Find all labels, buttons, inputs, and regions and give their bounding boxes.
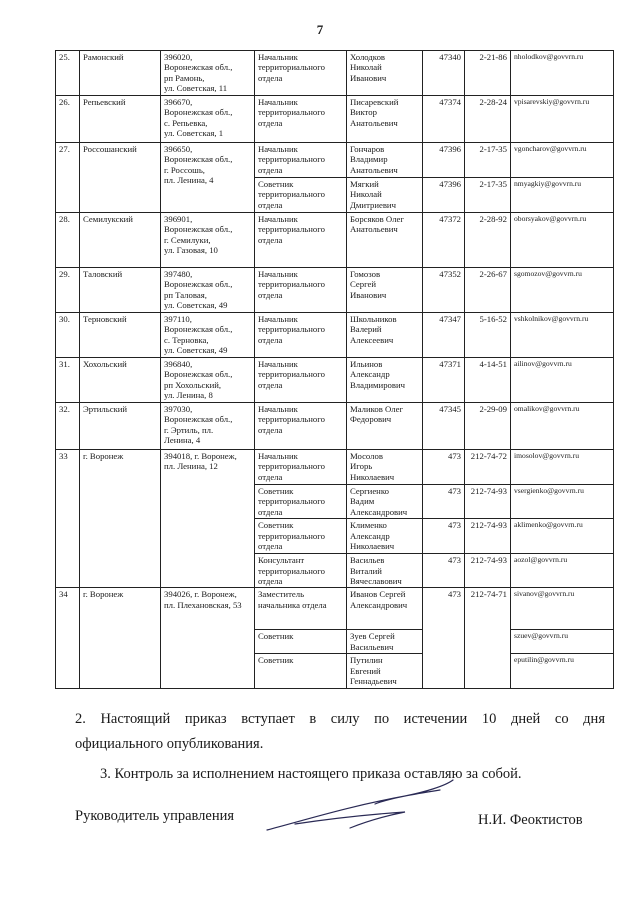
phone-cell: 5-16-52 xyxy=(465,313,511,358)
position-cell: Советник xyxy=(255,630,347,654)
email-cell: eputilin@govvrn.ru xyxy=(511,654,614,688)
address-cell: 396840, Воронежская обл., рп Хохольский, ул. Ленина, 8 xyxy=(161,358,255,403)
name-cell: Маликов Олег Федорович xyxy=(347,403,423,450)
phone-cell: 4-14-51 xyxy=(465,358,511,403)
phone-code-cell: 473 xyxy=(423,485,465,519)
paragraph-2-continued: официального опубликования. xyxy=(75,736,264,752)
paragraph-2: 2. Настоящий приказ вступает в силу по истечении 10 дней со дня xyxy=(75,711,605,727)
position-cell: Начальник территориального отдела xyxy=(255,450,347,485)
row-number: 31. xyxy=(56,358,80,403)
email-cell: ailinov@govvrn.ru xyxy=(511,358,614,403)
district-cell: Репьевский xyxy=(80,96,161,143)
phone-code-cell: 47347 xyxy=(423,313,465,358)
email-cell: oborsyakov@govvrn.ru xyxy=(511,213,614,268)
table-row xyxy=(56,51,614,96)
name-cell: Иванов Сергей Александрович xyxy=(347,588,423,630)
phone-cell: 2-28-24 xyxy=(465,96,511,143)
district-cell: г. Воронеж xyxy=(80,588,161,688)
email-cell: aklimenko@govvrn.ru xyxy=(511,519,614,554)
phone-cell: 2-17-35 xyxy=(465,143,511,178)
row-number: 28. xyxy=(56,213,80,268)
table-row xyxy=(56,96,614,143)
phone-code-cell: 47396 xyxy=(423,143,465,178)
district-cell: Таловский xyxy=(80,268,161,313)
name-cell: Холодков Николай Иванович xyxy=(347,51,423,96)
email-cell: aozol@govvrn.ru xyxy=(511,554,614,588)
row-number: 25. xyxy=(56,51,80,96)
row-number: 30. xyxy=(56,313,80,358)
position-cell: Заместитель начальника отдела xyxy=(255,588,347,630)
email-cell: nholodkov@govvrn.ru xyxy=(511,51,614,96)
name-cell: Мягкий Николай Дмитриевич xyxy=(347,178,423,213)
district-cell: Эртильский xyxy=(80,403,161,450)
email-cell: sivanov@govvrn.ru xyxy=(511,588,614,630)
phone-code-cell: 473 xyxy=(423,519,465,554)
address-cell: 396901, Воронежская обл., г. Семилуки, ул. Газовая, 10 xyxy=(161,213,255,268)
phone-cell: 212-74-72 xyxy=(465,450,511,485)
name-cell: Сергиенко Вадим Александрович xyxy=(347,485,423,519)
signature-name: Н.И. Феоктистов xyxy=(478,812,583,828)
address-cell: 397110, Воронежская обл., с. Терновка, ул. Советская, 49 xyxy=(161,313,255,358)
email-cell: nmyagkiy@govvrn.ru xyxy=(511,178,614,213)
table-row xyxy=(56,450,614,485)
name-cell: Путилин Евгений Геннадьевич xyxy=(347,654,423,688)
phone-cell: 2-26-67 xyxy=(465,268,511,313)
position-cell: Начальник территориального отдела xyxy=(255,313,347,358)
phone-cell: 2-17-35 xyxy=(465,178,511,213)
position-cell: Советник территориального отдела xyxy=(255,519,347,554)
name-cell: Васильев Виталий Вячеславович xyxy=(347,554,423,588)
phone-cell: 2-29-09 xyxy=(465,403,511,450)
table-row xyxy=(56,588,614,630)
phone-cell: 212-74-93 xyxy=(465,519,511,554)
name-cell: Клименко Александр Николаевич xyxy=(347,519,423,554)
name-cell: Школьников Валерий Алексеевич xyxy=(347,313,423,358)
address-cell: 396650, Воронежская обл., г. Россошь, пл. Ленина, 4 xyxy=(161,143,255,213)
address-cell: 394026, г. Воронеж, пл. Плехановская, 53 xyxy=(161,588,255,688)
table-row xyxy=(56,313,614,358)
phone-cell: 2-28-92 xyxy=(465,213,511,268)
position-cell: Начальник территориального отдела xyxy=(255,143,347,178)
email-cell: vsergienko@govvrn.ru xyxy=(511,485,614,519)
table-row xyxy=(56,213,614,268)
position-cell: Начальник территориального отдела xyxy=(255,268,347,313)
email-cell: sgomozov@govvrn.ru xyxy=(511,268,614,313)
phone-code-cell: 473 xyxy=(423,588,465,688)
row-number: 27. xyxy=(56,143,80,213)
signature-title: Руководитель управления xyxy=(75,808,235,824)
position-cell: Начальник территориального отдела xyxy=(255,358,347,403)
position-cell: Начальник территориального отдела xyxy=(255,96,347,143)
table-row xyxy=(56,403,614,450)
position-cell: Начальник территориального отдела xyxy=(255,403,347,450)
position-cell: Советник xyxy=(255,654,347,688)
address-cell: 397030, Воронежская обл., г. Эртиль, пл. Ленина, 4 xyxy=(161,403,255,450)
phone-code-cell: 47372 xyxy=(423,213,465,268)
row-number: 32. xyxy=(56,403,80,450)
phone-code-cell: 473 xyxy=(423,450,465,485)
table-row xyxy=(56,268,614,313)
district-cell: Семилукский xyxy=(80,213,161,268)
row-number: 33 xyxy=(56,450,80,588)
name-cell: Мосолов Игорь Николаевич xyxy=(347,450,423,485)
staff-table xyxy=(55,50,614,689)
district-cell: Россошанский xyxy=(80,143,161,213)
district-cell: Хохольский xyxy=(80,358,161,403)
address-cell: 396670, Воронежская обл., с. Репьевка, ул. Советская, 1 xyxy=(161,96,255,143)
phone-code-cell: 47371 xyxy=(423,358,465,403)
phone-cell: 212-74-93 xyxy=(465,554,511,588)
email-cell: omalikov@govvrn.ru xyxy=(511,403,614,450)
name-cell: Борсяков Олег Анатольевич xyxy=(347,213,423,268)
table-row xyxy=(56,143,614,178)
email-cell: imosolov@govvrn.ru xyxy=(511,450,614,485)
phone-code-cell: 47340 xyxy=(423,51,465,96)
phone-cell: 2-21-86 xyxy=(465,51,511,96)
table-row xyxy=(56,358,614,403)
phone-cell: 212-74-71 xyxy=(465,588,511,688)
district-cell: г. Воронеж xyxy=(80,450,161,588)
name-cell: Гомозов Сергей Иванович xyxy=(347,268,423,313)
address-cell: 394018, г. Воронеж, пл. Ленина, 12 xyxy=(161,450,255,588)
row-number: 26. xyxy=(56,96,80,143)
phone-code-cell: 47374 xyxy=(423,96,465,143)
paragraph-3: 3. Контроль за исполнением настоящего приказа оставляю за собой. xyxy=(100,766,522,782)
phone-code-cell: 473 xyxy=(423,554,465,588)
row-number: 29. xyxy=(56,268,80,313)
name-cell: Гончаров Владимир Анатольевич xyxy=(347,143,423,178)
district-cell: Рамонский xyxy=(80,51,161,96)
position-cell: Начальник территориального отдела xyxy=(255,51,347,96)
name-cell: Зуев Сергей Васильевич xyxy=(347,630,423,654)
handwritten-signature-icon xyxy=(255,768,460,840)
address-cell: 397480, Воронежская обл., рп Таловая, ул. Советская, 49 xyxy=(161,268,255,313)
position-cell: Советник территориального отдела xyxy=(255,178,347,213)
email-cell: vshkolnikov@govvrn.ru xyxy=(511,313,614,358)
district-cell: Терновский xyxy=(80,313,161,358)
address-cell: 396020, Воронежская обл., рп Рамонь, ул. Советская, 11 xyxy=(161,51,255,96)
phone-code-cell: 47396 xyxy=(423,178,465,213)
position-cell: Консультант территориального отдела xyxy=(255,554,347,588)
row-number: 34 xyxy=(56,588,80,688)
email-cell: vgoncharov@govvrn.ru xyxy=(511,143,614,178)
name-cell: Писаревский Виктор Анатольевич xyxy=(347,96,423,143)
phone-code-cell: 47352 xyxy=(423,268,465,313)
phone-cell: 212-74-93 xyxy=(465,485,511,519)
phone-code-cell: 47345 xyxy=(423,403,465,450)
email-cell: vpisarevskiy@govvrn.ru xyxy=(511,96,614,143)
email-cell: szuev@govvrn.ru xyxy=(511,630,614,654)
position-cell: Начальник территориального отдела xyxy=(255,213,347,268)
position-cell: Советник территориального отдела xyxy=(255,485,347,519)
name-cell: Ильинов Александр Владимирович xyxy=(347,358,423,403)
page-number: 7 xyxy=(316,22,324,37)
